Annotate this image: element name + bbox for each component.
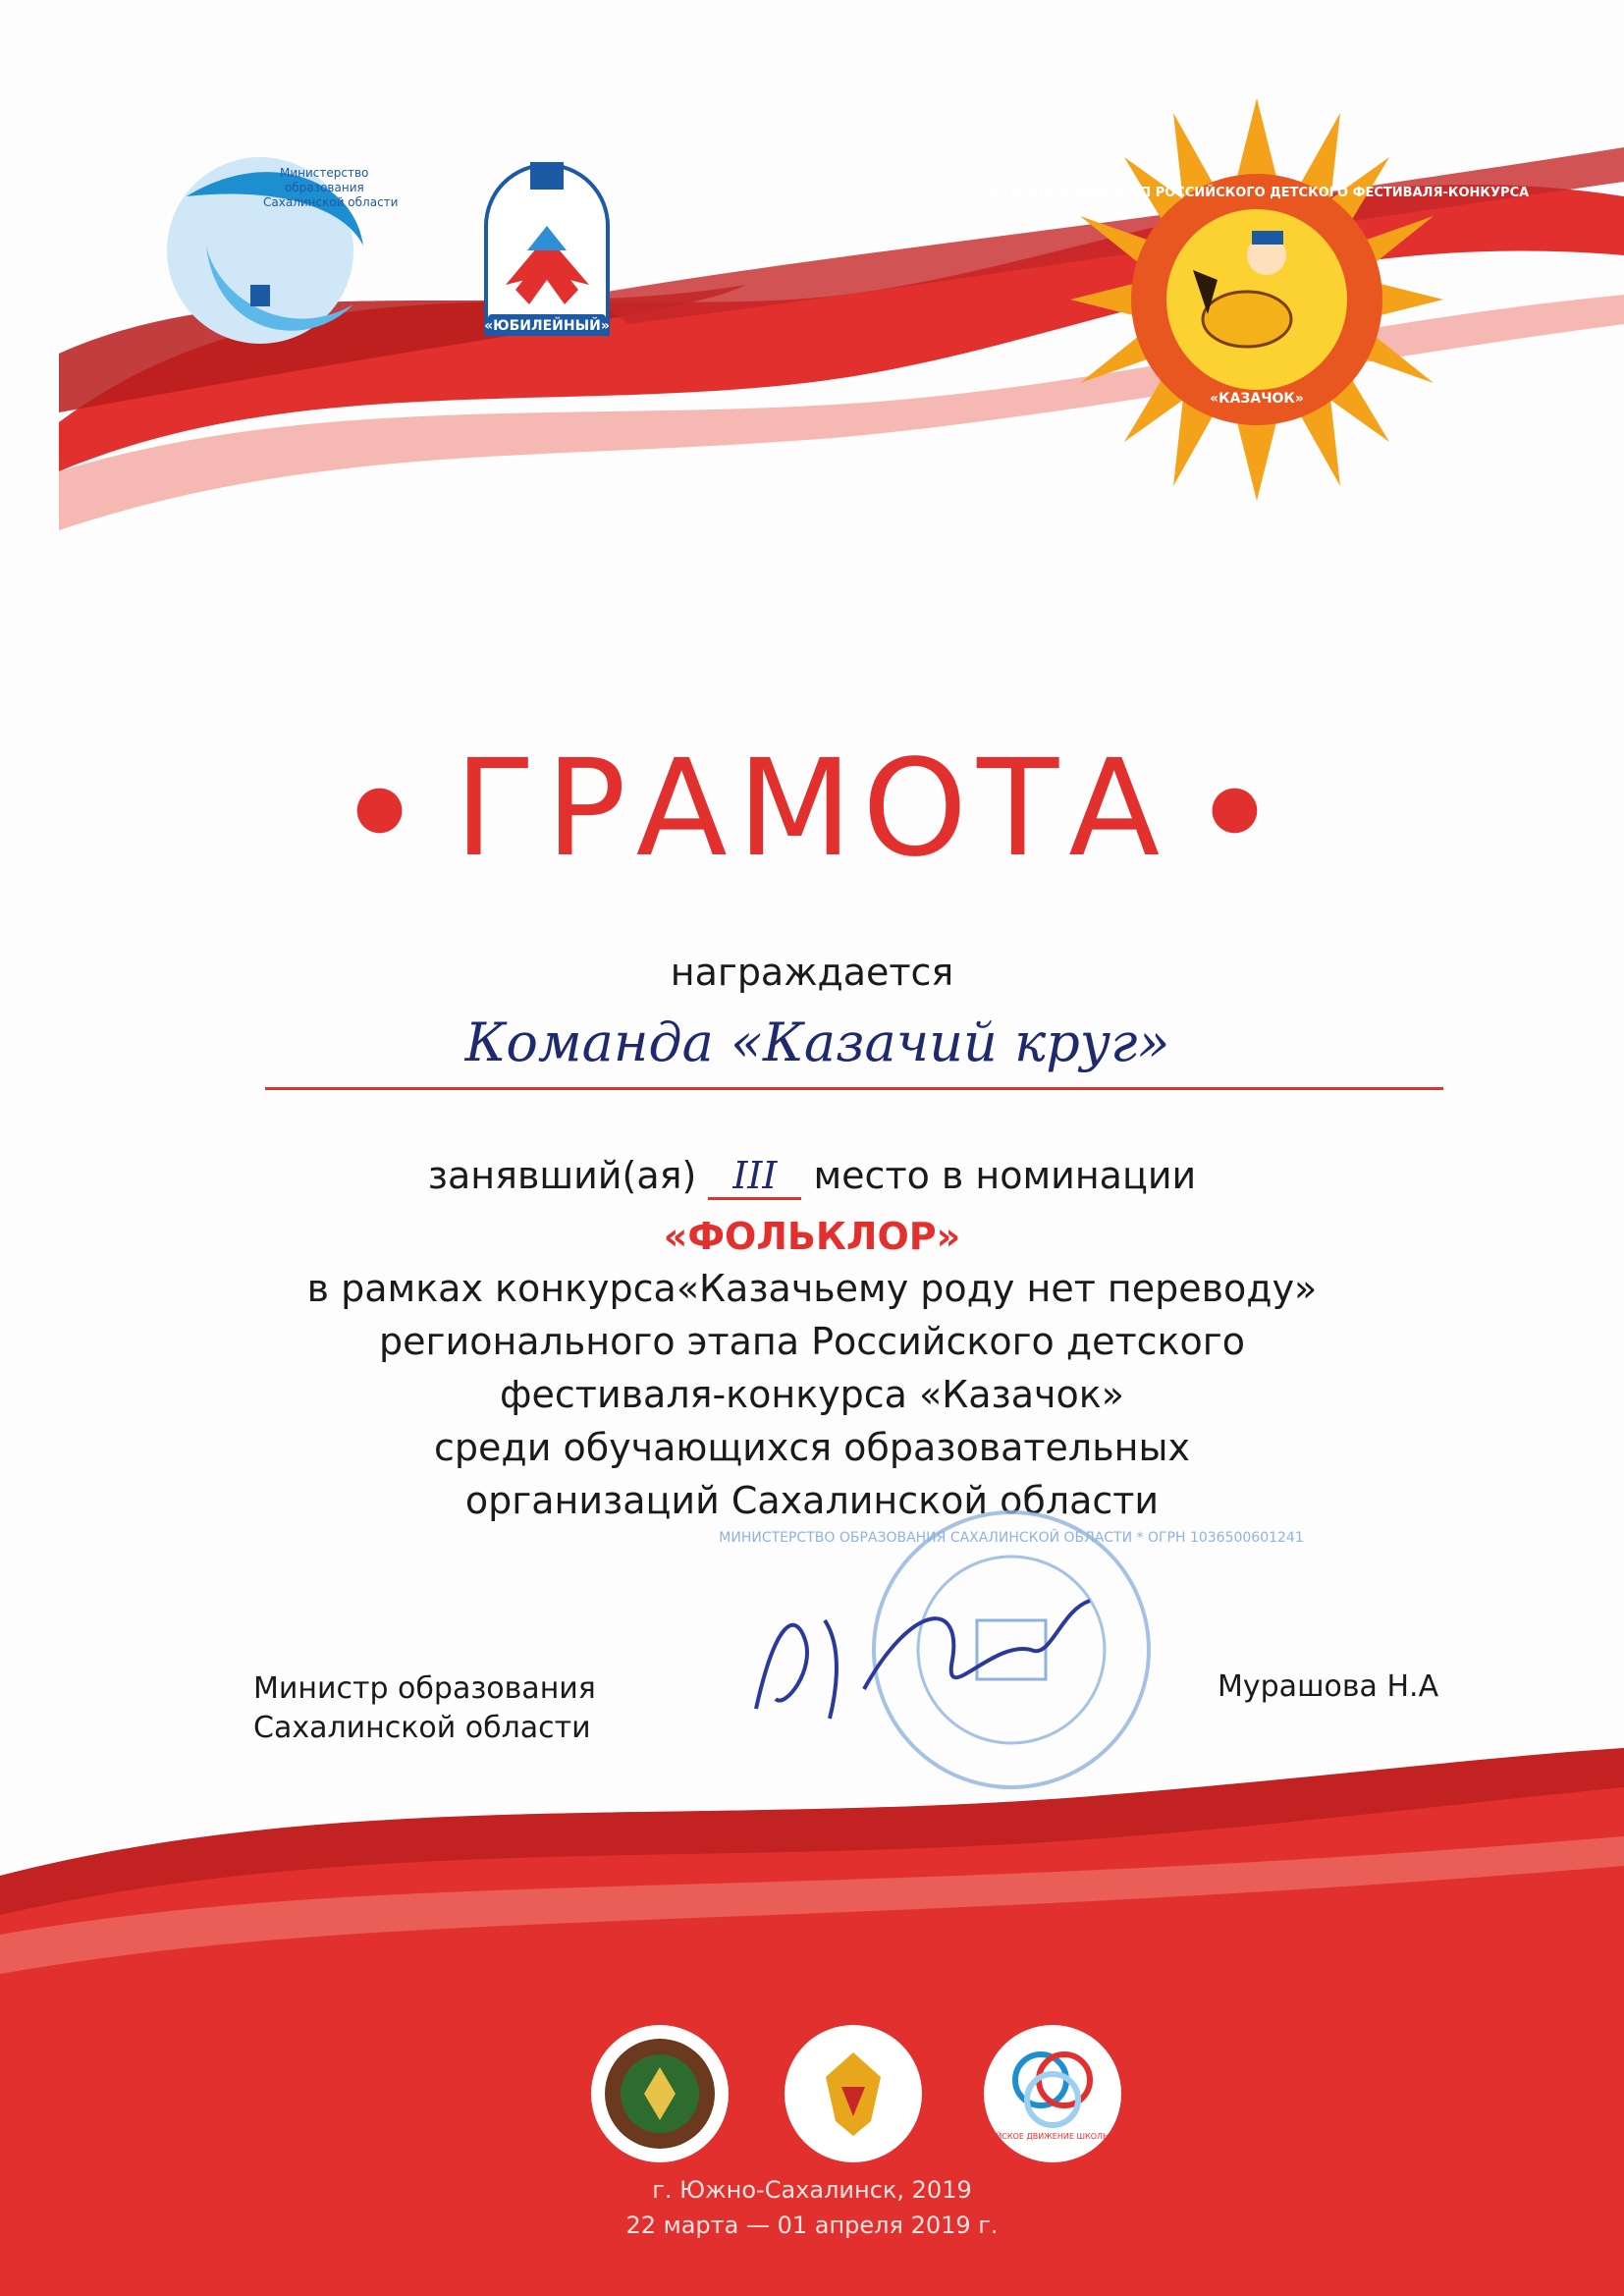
signatory-position-line2: Сахалинской области <box>253 1711 591 1745</box>
festival-logo-name: «КАЗАЧОК» <box>1210 391 1304 407</box>
footer-city: г. Южно-Сахалинск, 2019 <box>652 2176 972 2204</box>
badge-rdsh-text: РОССИЙСКОЕ ДВИЖЕНИЕ ШКОЛЬНИКОВ <box>968 2132 1137 2141</box>
certificate-title-row <box>0 732 1624 887</box>
title-dot-right: ● <box>1209 771 1271 841</box>
body-line: организаций Сахалинской области <box>464 1479 1160 1522</box>
body-line: фестиваля-конкурса «Казачок» <box>500 1373 1124 1416</box>
festival-logo-ring: РЕГИОНАЛЬНЫЙ ЭТАП РОССИЙСКОГО ДЕТСКОГО ФЕСТИВАЛЯ-КОНКУРСА <box>984 186 1530 200</box>
stamp-text: МИНИСТЕРСТВО ОБРАЗОВАНИЯ САХАЛИНСКОЙ ОБЛАСТИ * ОГРН 1036500601241 <box>719 1530 1304 1546</box>
place-prefix: занявший(ая) <box>427 1154 697 1197</box>
handwritten-signature <box>736 1581 1110 1742</box>
nomination: «ФОЛЬКЛОР» <box>663 1215 961 1258</box>
place-suffix: место в номинации <box>813 1154 1197 1197</box>
awarded-text: награждается <box>670 951 954 994</box>
certificate-title: ГРАМОТА <box>454 732 1170 887</box>
place-value: III <box>708 1154 801 1200</box>
badge-national-guard <box>783 2023 925 2169</box>
ministry-logo <box>147 137 399 367</box>
ministry-logo-line3: Сахалинской области <box>263 195 399 209</box>
center-logo-banner: «ЮБИЛЕЙНЫЙ» <box>484 318 610 334</box>
ministry-logo-line2: образования <box>285 181 364 194</box>
body-line: в рамках конкурса«Казачьему роду нет переводу» <box>306 1267 1318 1310</box>
center-logo <box>476 157 619 348</box>
footer-dates: 22 марта — 01 апреля 2019 г. <box>625 2212 999 2239</box>
body-line: регионального этапа Российского детского <box>379 1320 1245 1363</box>
festival-logo <box>984 98 1530 515</box>
title-dot-left: ● <box>353 771 415 841</box>
recipient-name: Команда «Казачий круг» <box>464 1011 1170 1073</box>
ministry-logo-line1: Министерство <box>280 166 369 180</box>
signatory-name: Мурашова Н.А <box>1218 1669 1439 1704</box>
badge-cossack-society <box>589 2023 731 2169</box>
badge-russian-schoolchildren-movement <box>968 2023 1137 2169</box>
body-line: среди обучающихся образовательных <box>434 1426 1190 1469</box>
signatory-position-line1: Министр образования <box>253 1671 596 1706</box>
place-line <box>0 1154 1624 1200</box>
signatory-position <box>253 1669 596 1748</box>
recipient-underline <box>265 1087 1443 1090</box>
